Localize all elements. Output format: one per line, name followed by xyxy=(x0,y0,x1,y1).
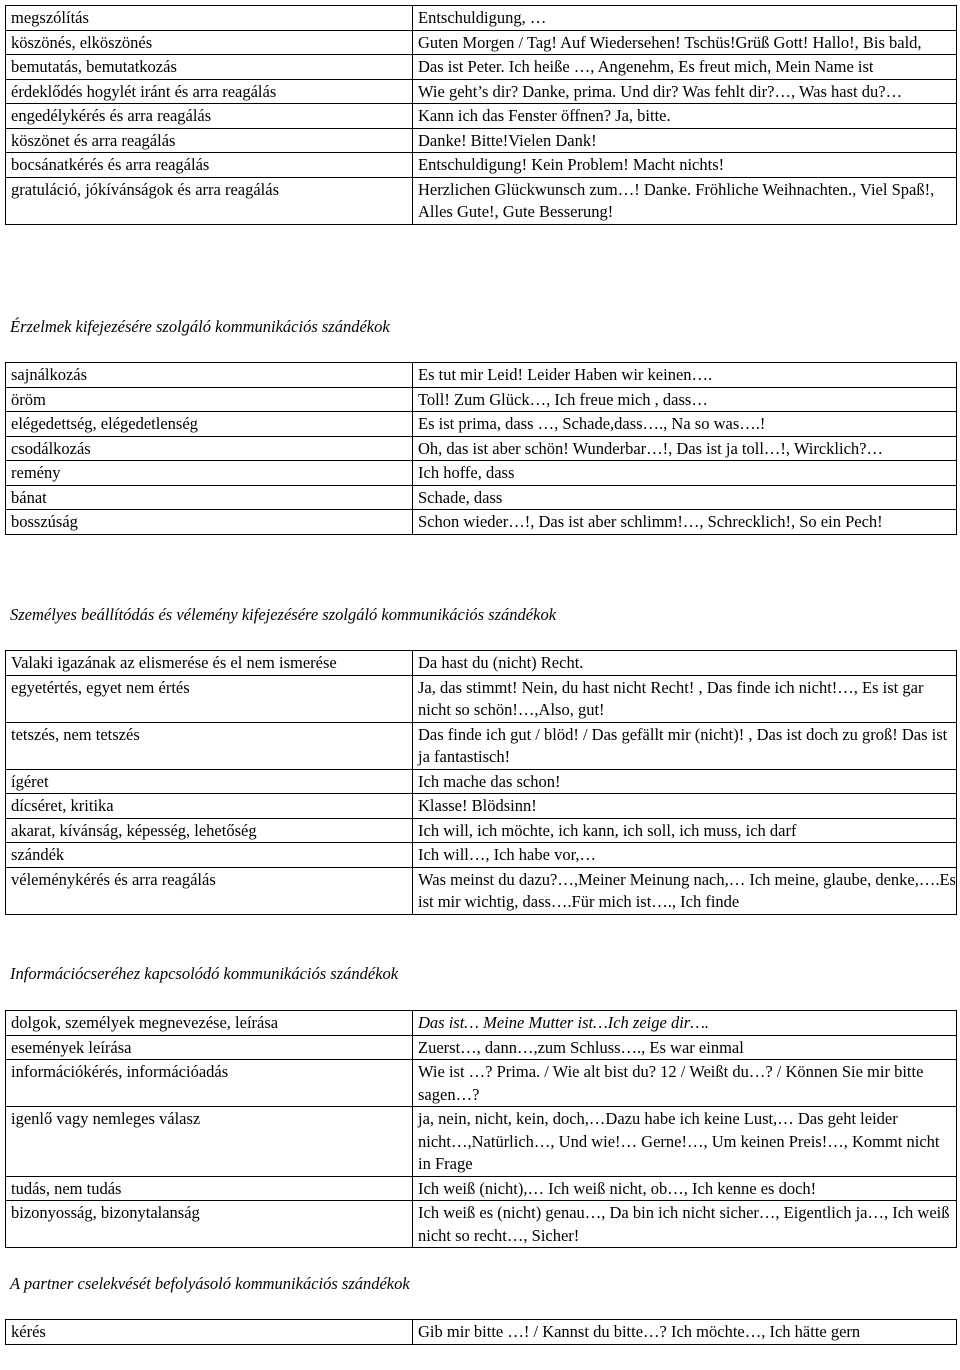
table-row xyxy=(6,794,957,819)
table-row xyxy=(6,722,957,769)
expression-cell: Wie ist …? Prima. / Wie alt bist du? 12 / Weißt du…? / Können Sie mir bitte sagen…? xyxy=(413,1060,957,1107)
intent-cell: érdeklődés hogylét iránt és arra reagálás xyxy=(6,79,413,104)
expression-cell: Ich weiß es (nicht) genau…, Da bin ich nicht sicher…, Eigentlich ja…, Ich weiß nicht so recht…, Sicher! xyxy=(413,1201,957,1248)
table-row xyxy=(6,1107,957,1177)
table-row xyxy=(6,510,957,535)
table-row xyxy=(6,769,957,794)
section-heading-emotions: Érzelmek kifejezésére szolgáló kommunikációs szándékok xyxy=(10,317,390,336)
expression-cell: Zuerst…, dann…,zum Schluss…., Es war einmal xyxy=(413,1035,957,1060)
intent-cell: ígéret xyxy=(6,769,413,794)
information-table xyxy=(5,1010,957,1248)
intent-cell: dícséret, kritika xyxy=(6,794,413,819)
table-row xyxy=(6,79,957,104)
opinions-table xyxy=(5,650,957,915)
expression-cell: Ich hoffe, dass xyxy=(413,461,957,486)
expression-cell: Toll! Zum Glück…, Ich freue mich , dass… xyxy=(413,387,957,412)
expression-cell: Wie geht’s dir? Danke, prima. Und dir? Was fehlt dir?…, Was hast du?… xyxy=(413,79,957,104)
intent-cell: köszönet és arra reagálás xyxy=(6,128,413,153)
table-row xyxy=(6,6,957,31)
expression-cell: Ich weiß (nicht),… Ich weiß nicht, ob…, Ich kenne es doch! xyxy=(413,1176,957,1201)
expression-cell: Ich will…, Ich habe vor,… xyxy=(413,843,957,868)
table-row xyxy=(6,461,957,486)
intent-cell: engedélykérés és arra reagálás xyxy=(6,104,413,129)
intent-cell: bemutatás, bemutatkozás xyxy=(6,55,413,80)
table-row xyxy=(6,387,957,412)
expression-cell: Das ist… Meine Mutter ist…Ich zeige dir…. xyxy=(413,1011,957,1036)
expression-cell: Was meinst du dazu?…,Meiner Meinung nach,… Ich meine, glaube, denke,….Es ist mir wichtig, dass….Für mich ist…., Ich finde xyxy=(413,867,957,914)
section-heading-information: Információcseréhez kapcsolódó kommunikációs szándékok xyxy=(10,964,399,983)
expression-cell: Guten Morgen / Tag! Auf Wiedersehen! Tschüs!Grüß Gott! Hallo!, Bis bald, xyxy=(413,30,957,55)
table-row xyxy=(6,128,957,153)
greetings-table xyxy=(5,5,957,225)
table-row xyxy=(6,675,957,722)
intent-cell: bocsánatkérés és arra reagálás xyxy=(6,153,413,178)
intent-cell: események leírása xyxy=(6,1035,413,1060)
partner-action-table xyxy=(5,1319,957,1345)
expression-cell: Das ist Peter. Ich heiße …, Angenehm, Es freut mich, Mein Name ist xyxy=(413,55,957,80)
table-row xyxy=(6,843,957,868)
section-heading-partner-action: A partner cselekvését befolyásoló kommunikációs szándékok xyxy=(10,1274,410,1293)
emotions-table xyxy=(5,362,957,535)
table-row xyxy=(6,177,957,224)
expression-cell: Das finde ich gut / blöd! / Das gefällt mir (nicht)! , Das ist doch zu groß! Das ist ja fantastisch! xyxy=(413,722,957,769)
expression-cell: Es tut mir Leid! Leider Haben wir keinen…. xyxy=(413,363,957,388)
intent-cell: bosszúság xyxy=(6,510,413,535)
intent-cell: egyetértés, egyet nem értés xyxy=(6,675,413,722)
table-row xyxy=(6,867,957,914)
intent-cell: igenlő vagy nemleges válasz xyxy=(6,1107,413,1177)
table-row xyxy=(6,1011,957,1036)
table-row xyxy=(6,153,957,178)
intent-cell: akarat, kívánság, képesség, lehetőség xyxy=(6,818,413,843)
intent-cell: tetszés, nem tetszés xyxy=(6,722,413,769)
table-row xyxy=(6,1035,957,1060)
expression-cell: Schade, dass xyxy=(413,485,957,510)
intent-cell: bánat xyxy=(6,485,413,510)
expression-cell: Herzlichen Glückwunsch zum…! Danke. Fröhliche Weihnachten., Viel Spaß!, Alles Gute!, Gute Besserung! xyxy=(413,177,957,224)
intent-cell: bizonyosság, bizonytalanság xyxy=(6,1201,413,1248)
intent-cell: öröm xyxy=(6,387,413,412)
intent-cell: dolgok, személyek megnevezése, leírása xyxy=(6,1011,413,1036)
expression-cell: Kann ich das Fenster öffnen? Ja, bitte. xyxy=(413,104,957,129)
expression-cell: Danke! Bitte!Vielen Dank! xyxy=(413,128,957,153)
expression-cell: Gib mir bitte …! / Kannst du bitte…? Ich möchte…, Ich hätte gern xyxy=(413,1320,957,1345)
intent-cell: remény xyxy=(6,461,413,486)
expression-cell: Entschuldigung, … xyxy=(413,6,957,31)
table-row xyxy=(6,412,957,437)
table-row xyxy=(6,55,957,80)
expression-cell: Ich mache das schon! xyxy=(413,769,957,794)
intent-cell: gratuláció, jókívánságok és arra reagálás xyxy=(6,177,413,224)
section-heading-opinions: Személyes beállítódás és vélemény kifejezésére szolgáló kommunikációs szándékok xyxy=(10,605,557,624)
table-row xyxy=(6,1320,957,1345)
expression-cell: Ich will, ich möchte, ich kann, ich soll, ich muss, ich darf xyxy=(413,818,957,843)
expression-cell: Es ist prima, dass …, Schade,dass…., Na so was….! xyxy=(413,412,957,437)
intent-cell: sajnálkozás xyxy=(6,363,413,388)
intent-cell: köszönés, elköszönés xyxy=(6,30,413,55)
expression-cell: Schon wieder…!, Das ist aber schlimm!…, Schrecklich!, So ein Pech! xyxy=(413,510,957,535)
table-row xyxy=(6,818,957,843)
intent-cell: kérés xyxy=(6,1320,413,1345)
expression-cell: Klasse! Blödsinn! xyxy=(413,794,957,819)
expression-cell: ja, nein, nicht, kein, doch,…Dazu habe ich keine Lust,… Das geht leider nicht…,Natürlich…, Und wie!… Gerne!…, Um keinen Preis!…, Kommt nicht in Frage xyxy=(413,1107,957,1177)
intent-cell: elégedettség, elégedetlenség xyxy=(6,412,413,437)
table-row xyxy=(6,436,957,461)
intent-cell: véleménykérés és arra reagálás xyxy=(6,867,413,914)
table-row xyxy=(6,485,957,510)
table-row xyxy=(6,1176,957,1201)
intent-cell: megszólítás xyxy=(6,6,413,31)
intent-cell: szándék xyxy=(6,843,413,868)
intent-cell: csodálkozás xyxy=(6,436,413,461)
expression-cell: Oh, das ist aber schön! Wunderbar…!, Das ist ja toll…!, Wircklich?… xyxy=(413,436,957,461)
expression-cell: Ja, das stimmt! Nein, du hast nicht Recht! , Das finde ich nicht!…, Es ist gar nicht so schön!…,Also, gut! xyxy=(413,675,957,722)
intent-cell: információkérés, információadás xyxy=(6,1060,413,1107)
table-row xyxy=(6,1060,957,1107)
intent-cell: tudás, nem tudás xyxy=(6,1176,413,1201)
table-row xyxy=(6,104,957,129)
table-row xyxy=(6,30,957,55)
expression-cell: Da hast du (nicht) Recht. xyxy=(413,651,957,676)
table-row xyxy=(6,363,957,388)
table-row xyxy=(6,651,957,676)
expression-cell: Entschuldigung! Kein Problem! Macht nichts! xyxy=(413,153,957,178)
table-row xyxy=(6,1201,957,1248)
intent-cell: Valaki igazának az elismerése és el nem ismerése xyxy=(6,651,413,676)
